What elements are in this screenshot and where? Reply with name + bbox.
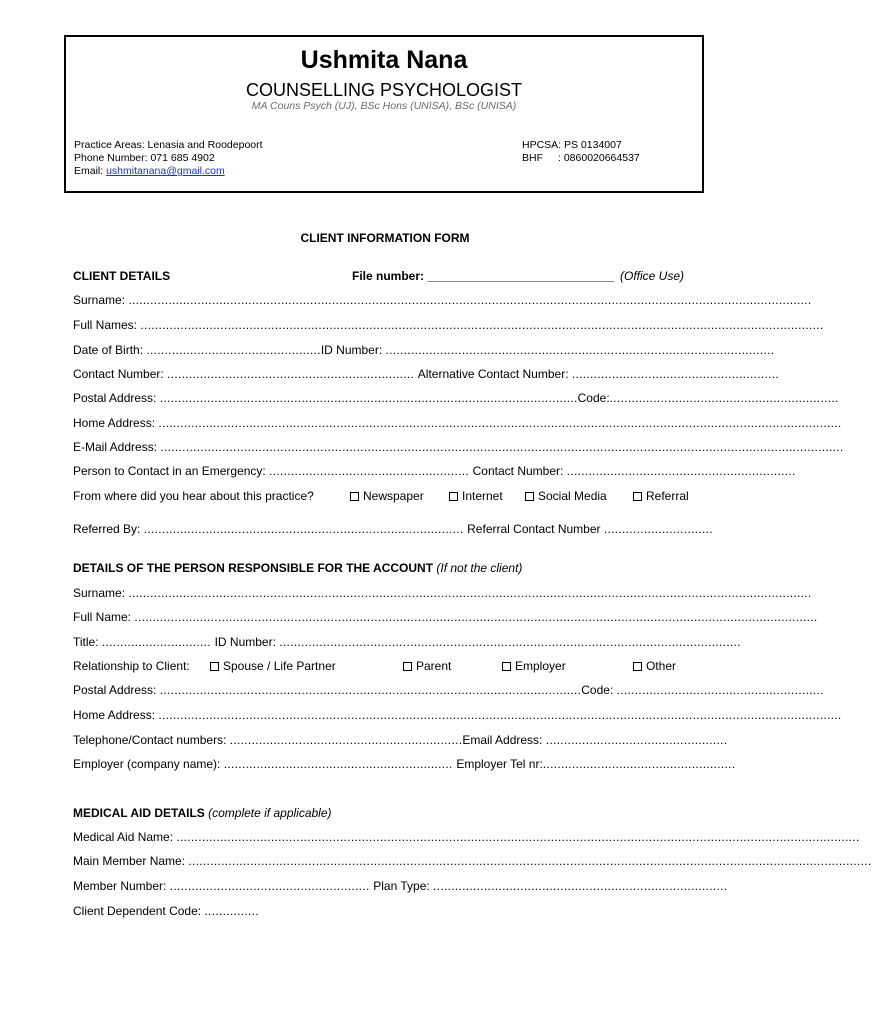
bhf-value: : 0860020664537 [558,152,640,164]
plan-type-label: Plan Type: [373,879,434,893]
account-heading [73,561,522,576]
other-label: Other [646,659,677,673]
email-field[interactable]: E-Mail Address: ............................................................................................................................................................................................ [73,440,844,454]
account-code-label: Code: [581,683,617,697]
referred-by-field[interactable]: ........................................................................................ [143,522,468,536]
employer-tel-field[interactable]: ..................................................... [542,757,736,771]
option-social-media[interactable] [525,489,607,504]
checkbox-parent[interactable] [403,662,412,671]
file-number-field[interactable]: File number: ____________________________ [352,269,615,283]
dob-id-row [73,343,775,358]
home-address-field[interactable]: Home Address: ............................................................................................................................................................................................ [73,416,842,430]
account-home-address-label: Home Address: [73,708,159,722]
option-spouse[interactable] [210,659,336,674]
checkbox-social-media[interactable] [525,492,534,501]
registration-block [522,139,640,165]
postal-address-field[interactable]: ................................................................................................................... [159,391,578,405]
account-telephone-field[interactable]: ................................................................ [229,733,463,747]
referral-label: Referral [646,489,689,503]
email-link[interactable]: ushmitanana@gmail.com [106,165,225,177]
checkbox-employer[interactable] [502,662,511,671]
employer-tel-label: Employer Tel nr: [456,757,543,771]
office-use-note: (Office Use) [620,269,685,283]
option-referral[interactable] [633,489,689,504]
internet-label: Internet [462,489,503,503]
postal-code-label: Code: [577,391,610,405]
account-surname-label: Surname: [73,586,129,600]
main-member-label: Main Member Name: [73,854,189,868]
account-title-id-row [73,635,741,650]
parent-label: Parent [416,659,452,673]
hear-about-label: From where did you hear about this practice? [73,489,314,503]
account-postal-label: Postal Address: [73,683,160,697]
member-number-label: Member Number: [73,879,170,893]
dob-label: Date of Birth: [73,343,147,357]
checkbox-internet[interactable] [449,492,458,501]
alt-contact-label: Alternative Contact Number: [417,367,572,381]
alt-contact-field[interactable]: ......................................................... [571,367,780,381]
postal-address-label: Postal Address: [73,391,160,405]
relationship-label: Relationship to Client: [73,659,190,673]
medical-heading-note: (complete if applicable) [204,806,332,820]
account-postal-row [73,683,824,698]
dob-field[interactable]: ................................................ [146,343,321,357]
dependent-code-label: Client Dependent Code: [73,904,205,918]
account-full-name-label: Full Name: [73,610,135,624]
account-telephone-label: Telephone/Contact numbers: [73,733,230,747]
option-employer[interactable] [502,659,566,674]
emergency-contact-label: Person to Contact in an Emergency: [73,464,270,478]
dependent-code-field[interactable]: Client Dependent Code: ............... [73,904,259,918]
surname-label: Surname: [73,293,129,307]
postal-code-field[interactable]: ............................................................... [609,391,839,405]
newspaper-label: Newspaper [363,489,424,503]
account-surname-field[interactable]: Surname: ............................................................................................................................................................................................ [73,586,812,600]
option-other[interactable] [633,659,676,674]
account-id-label: ID Number: [214,635,280,649]
medical-heading-text: MEDICAL AID DETAILS [73,806,205,820]
account-employer-row [73,757,736,772]
account-title-field[interactable]: .............................. [101,635,215,649]
referral-contact-label: Referral Contact Number [467,522,604,536]
account-title-label: Title: [73,635,102,649]
option-newspaper[interactable] [350,489,424,504]
checkbox-other[interactable] [633,662,642,671]
full-names-field[interactable]: Full Names: ............................................................................................................................................................................................ [73,318,824,332]
main-member-field[interactable]: Main Member Name: ............................................................................................................................................................................................ [73,854,872,868]
full-names-label: Full Names: [73,318,141,332]
contact-number-field[interactable]: .................................................................... [167,367,418,381]
option-internet[interactable] [449,489,503,504]
account-id-field[interactable]: ............................................................................................................................... [279,635,741,649]
client-details-heading: CLIENT DETAILS [73,269,171,283]
email-line [74,165,263,178]
surname-field[interactable]: Surname: ............................................................................................................................................................................................ [73,293,812,307]
email-address-label: E-Mail Address: [73,440,161,454]
hpcsa-number: HPCSA: PS 0134007 [522,139,622,151]
account-heading-text: DETAILS OF THE PERSON RESPONSIBLE FOR THE ACCOUNT [73,561,434,575]
emergency-row [73,464,796,479]
checkbox-spouse[interactable] [210,662,219,671]
account-email-field[interactable]: .................................................. [545,733,728,747]
practice-areas: Practice Areas: Lenasia and Roodepoort [74,139,263,151]
member-number-field[interactable]: ....................................................... [169,879,374,893]
home-address-label: Home Address: [73,416,159,430]
emergency-number-field[interactable]: ............................................................... [566,464,796,478]
emergency-number-label: Contact Number: [472,464,567,478]
plan-type-field[interactable]: ................................................................................. [433,879,728,893]
emergency-contact-field[interactable]: ....................................................... [269,464,473,478]
account-telephone-row [73,733,728,748]
bhf-number [522,152,640,165]
letterhead [64,35,704,193]
account-postal-field[interactable]: .................................................................................................................... [159,683,582,697]
qualifications: MA Couns Psych (UJ), BSc Hons (UNISA), BSc (UNISA) [251,100,517,112]
social-media-label: Social Media [538,489,607,503]
contact-number-label: Contact Number: [73,367,168,381]
medical-heading [73,806,332,821]
phone-number: Phone Number: 071 685 4902 [74,152,215,164]
employer-name-label: Employer (company name): [73,757,224,771]
account-email-label: Email Address: [462,733,546,747]
form-title: CLIENT INFORMATION FORM [300,231,470,245]
medical-aid-name-field[interactable]: Medical Aid Name: ............................................................................................................................................................................................ [73,830,860,844]
account-full-name-field[interactable]: Full Name: ............................................................................................................................................................................................ [73,610,818,624]
referral-contact-field[interactable]: .............................. [603,522,713,536]
bhf-label: BHF [522,152,543,164]
employer-name-field[interactable]: ............................................................... [223,757,457,771]
id-number-field[interactable]: ........................................................................................................... [385,343,775,357]
id-number-label: ID Number: [320,343,386,357]
referred-by-label: Referred By: [73,522,144,536]
practitioner-name: Ushmita Nana [300,46,468,74]
postal-address-row [73,391,839,406]
contact-row [73,367,780,382]
account-home-address-field[interactable]: Home Address: ............................................................................................................................................................................................ [73,708,842,722]
referred-by-row [73,522,713,537]
contact-block [74,139,263,178]
spouse-label: Spouse / Life Partner [223,659,336,673]
account-heading-note: (If not the client) [433,561,523,575]
email-label: Email: [74,165,107,177]
checkbox-referral[interactable] [633,492,642,501]
employer-label: Employer [515,659,566,673]
member-plan-row [73,879,728,894]
practitioner-title: COUNSELLING PSYCHOLOGIST [245,80,523,100]
account-code-field[interactable]: ......................................................... [616,683,824,697]
checkbox-newspaper[interactable] [350,492,359,501]
medical-aid-name-label: Medical Aid Name: [73,830,177,844]
option-parent[interactable] [403,659,451,674]
